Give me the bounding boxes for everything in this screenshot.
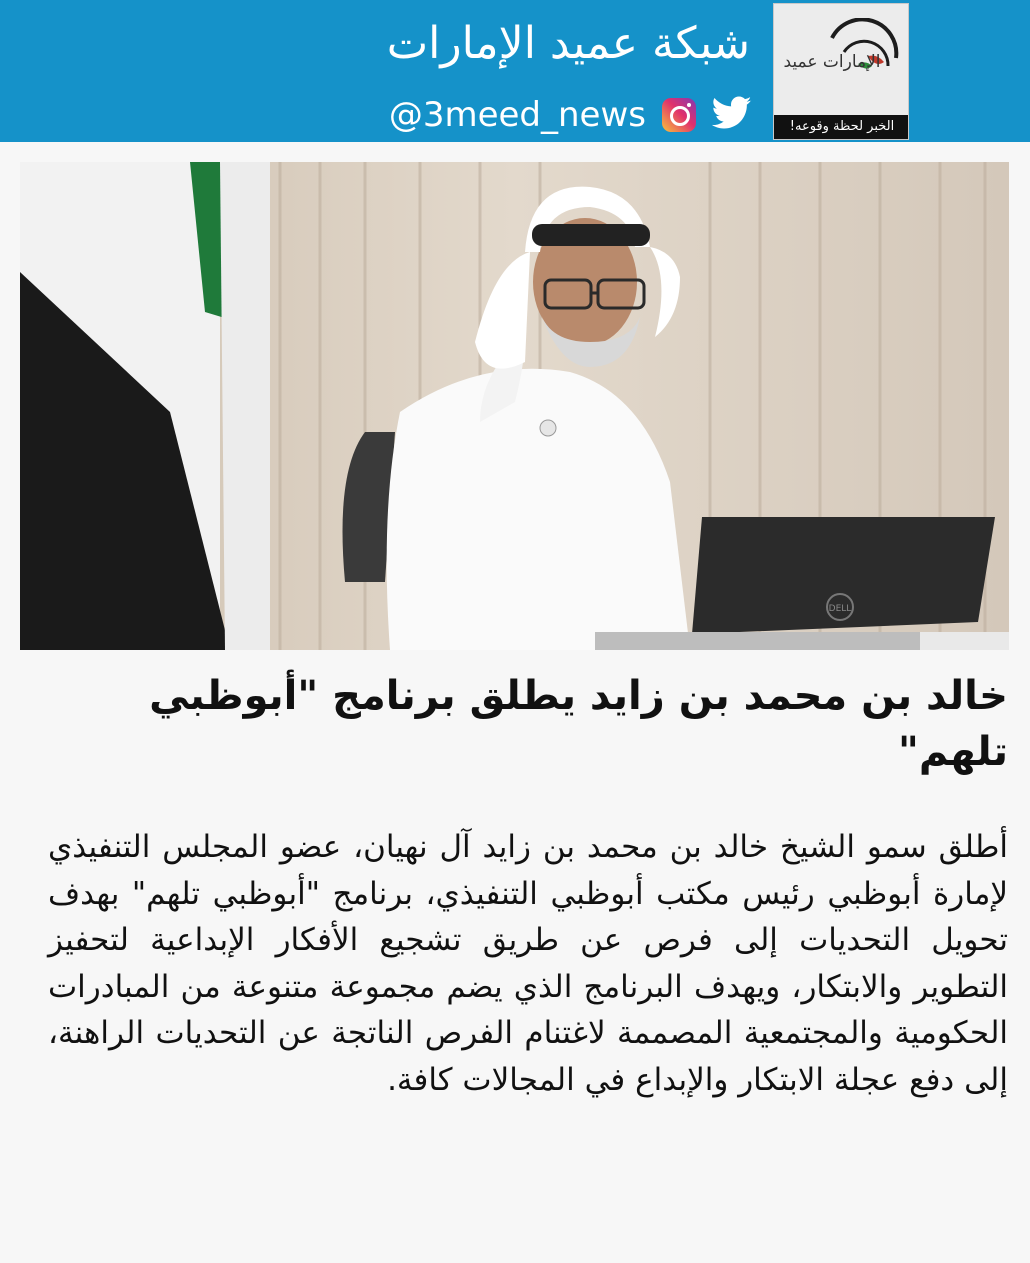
logo-tagline: الخبر لحظة وقوعه!: [774, 115, 909, 139]
twitter-icon[interactable]: [712, 96, 752, 134]
article-headline: خالد بن محمد بن زايد يطلق برنامج "أبوظبي تلهم": [149, 673, 1008, 775]
social-links: [389, 90, 752, 140]
logo-name: الإمارات عميد: [783, 52, 881, 72]
social-handle[interactable]: @3meed_news: [388, 95, 646, 135]
instagram-icon[interactable]: [662, 98, 696, 132]
laptop-logo: DELL: [828, 604, 852, 614]
article-body: أطلق سمو الشيخ خالد بن محمد بن زايد آل نهيان، عضو المجلس التنفيذي لإمارة أبوظبي رئيس مكتب أبوظبي التنفيذي، برنامج "أبوظبي تلهم" بهدف تحويل التحديات إلى فرص عن طريق تشجيع الأفكار الإبداعية لتحفيز التطوير والابتكار، ويهدف البرنامج الذي يضم مجموعة متنوعة من المبادرات الحكومية والمجتمعية المصممة لاغتنام الفرص الناتجة عن التحديات الراهنة، إلى دفع عجلة الابتكار والإبداع في المجالات كافة.: [48, 829, 1008, 1098]
site-title: شبكة عميد الإمارات: [386, 18, 750, 69]
article-photo: [20, 162, 1009, 650]
site-header: [0, 0, 1030, 142]
site-logo[interactable]: [773, 3, 909, 140]
